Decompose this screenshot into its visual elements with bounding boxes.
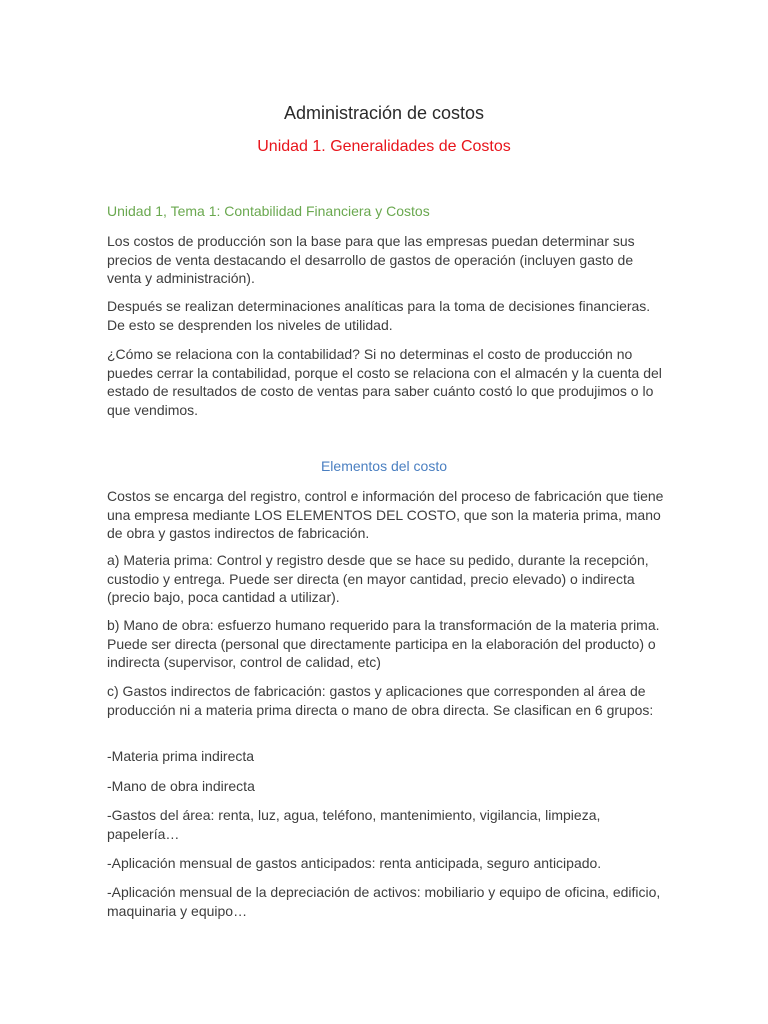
- document-title: Administración de costos: [283, 103, 485, 123]
- list-item: -Mano de obra indirecta: [107, 778, 255, 794]
- section-heading-tema-1: Unidad 1, Tema 1: Contabilidad Financiera y Costos: [107, 203, 430, 219]
- paragraph: ¿Cómo se relaciona con la contabilidad? Si no determinas el costo de producción no puedes cerrar la contabilidad, porque el costo se relaciona con el almacén y la cuenta del estado de resultados de costo de ventas para saber cuánto costó lo que produjimos o lo que vendimos.: [107, 346, 662, 418]
- section-heading-elementos: Elementos del costo: [320, 458, 448, 474]
- list-item: -Gastos del área: renta, luz, agua, teléfono, mantenimiento, vigilancia, limpieza, papelería…: [107, 807, 601, 842]
- paragraph: Después se realizan determinaciones analíticas para la toma de decisiones financieras. De esto se desprenden los niveles de utilidad.: [107, 298, 651, 333]
- paragraph: Costos se encarga del registro, control e información del proceso de fabricación que tiene una empresa mediante LOS ELEMENTOS DEL COSTO, que son la materia prima, mano de obra y gastos indirectos de fabricación.: [107, 488, 664, 541]
- paragraph: b) Mano de obra: esfuerzo humano requerido para la transformación de la materia prima. Puede ser directa (personal que directamente participa en la elaboración del producto) o indirecta (supervisor, control de calidad, etc): [107, 617, 660, 670]
- paragraph: c) Gastos indirectos de fabricación: gastos y aplicaciones que corresponden al área de producción ni a materia prima directa o mano de obra directa. Se clasifican en 6 grupos:: [107, 683, 654, 718]
- paragraph: Los costos de producción son la base para que las empresas puedan determinar sus precios de venta destacando el desarrollo de gastos de operación (incluyen gasto de venta y administración).: [107, 233, 635, 286]
- list-item: -Aplicación mensual de la depreciación de activos: mobiliario y equipo de oficina, edificio, maquinaria y equipo…: [107, 884, 661, 919]
- paragraph: a) Materia prima: Control y registro desde que se hace su pedido, durante la recepción, custodio y entrega. Puede ser directa (en mayor cantidad, precio elevado) o indirecta (precio bajo, poca cantidad a utilizar).: [107, 552, 649, 605]
- document-subtitle: Unidad 1. Generalidades de Costos: [257, 138, 511, 155]
- list-item: -Aplicación mensual de gastos anticipados: renta anticipada, seguro anticipado.: [107, 855, 602, 871]
- list-item: -Materia prima indirecta: [107, 748, 255, 764]
